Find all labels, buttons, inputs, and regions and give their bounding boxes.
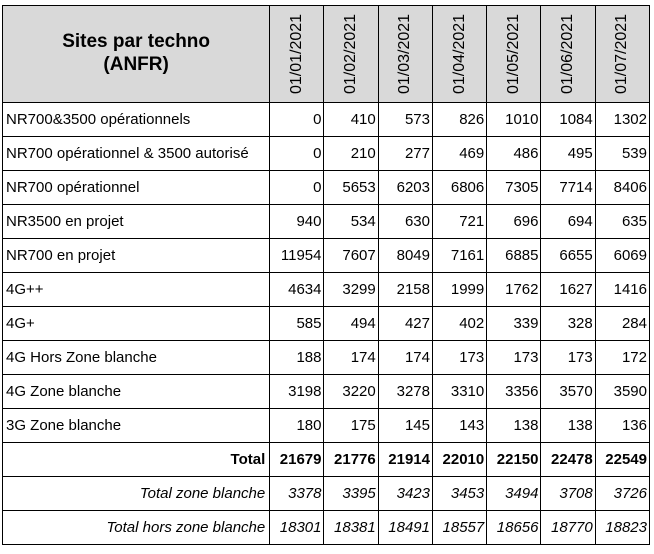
value-cell: 1627 xyxy=(541,273,595,307)
value-cell: 630 xyxy=(378,205,432,239)
value-cell: 21776 xyxy=(324,443,378,477)
row-label: 3G Zone blanche xyxy=(3,409,270,443)
value-cell: 277 xyxy=(378,137,432,171)
table-title-line1: Sites par techno xyxy=(62,31,211,53)
row-label: 4G++ xyxy=(3,273,270,307)
value-cell: 173 xyxy=(487,341,541,375)
value-cell: 6069 xyxy=(595,239,649,273)
date-header xyxy=(541,6,595,103)
value-cell: 3726 xyxy=(595,477,649,511)
table-row xyxy=(3,307,650,341)
value-cell: 136 xyxy=(595,409,649,443)
row-label: Total hors zone blanche xyxy=(3,511,270,545)
value-cell: 5653 xyxy=(324,171,378,205)
value-cell: 21679 xyxy=(270,443,324,477)
value-cell: 3570 xyxy=(541,375,595,409)
value-cell: 210 xyxy=(324,137,378,171)
value-cell: 3310 xyxy=(432,375,486,409)
date-label: 01/03/2021 xyxy=(396,13,414,95)
value-cell: 8406 xyxy=(595,171,649,205)
value-cell: 6655 xyxy=(541,239,595,273)
row-label: Total xyxy=(3,443,270,477)
value-cell: 3299 xyxy=(324,273,378,307)
value-cell: 3708 xyxy=(541,477,595,511)
value-cell: 696 xyxy=(487,205,541,239)
date-label: 01/05/2021 xyxy=(504,13,522,95)
value-cell: 0 xyxy=(270,171,324,205)
table-row xyxy=(3,171,650,205)
row-label: 4G+ xyxy=(3,307,270,341)
row-label: NR3500 en projet xyxy=(3,205,270,239)
value-cell: 145 xyxy=(378,409,432,443)
value-cell: 4634 xyxy=(270,273,324,307)
table-title-line2: (ANFR) xyxy=(103,54,169,75)
value-cell: 3453 xyxy=(432,477,486,511)
value-cell: 22150 xyxy=(487,443,541,477)
value-cell: 18491 xyxy=(378,511,432,545)
value-cell: 174 xyxy=(324,341,378,375)
table-body xyxy=(3,103,650,545)
row-label: NR700 opérationnel & 3500 autorisé xyxy=(3,137,270,171)
value-cell: 6203 xyxy=(378,171,432,205)
value-cell: 3356 xyxy=(487,375,541,409)
value-cell: 7714 xyxy=(541,171,595,205)
table-row xyxy=(3,239,650,273)
date-label: 01/06/2021 xyxy=(559,13,577,95)
value-cell: 3494 xyxy=(487,477,541,511)
value-cell: 18557 xyxy=(432,511,486,545)
value-cell: 0 xyxy=(270,103,324,137)
value-cell: 138 xyxy=(541,409,595,443)
date-header xyxy=(595,6,649,103)
sites-par-techno-table xyxy=(2,5,650,545)
value-cell: 175 xyxy=(324,409,378,443)
value-cell: 11954 xyxy=(270,239,324,273)
value-cell: 694 xyxy=(541,205,595,239)
date-header xyxy=(432,6,486,103)
value-cell: 3395 xyxy=(324,477,378,511)
value-cell: 1010 xyxy=(487,103,541,137)
value-cell: 22478 xyxy=(541,443,595,477)
date-label: 01/07/2021 xyxy=(613,13,631,95)
row-label: 4G Zone blanche xyxy=(3,375,270,409)
date-header xyxy=(487,6,541,103)
value-cell: 3378 xyxy=(270,477,324,511)
value-cell: 6885 xyxy=(487,239,541,273)
value-cell: 585 xyxy=(270,307,324,341)
value-cell: 3220 xyxy=(324,375,378,409)
table-row xyxy=(3,273,650,307)
table-row xyxy=(3,341,650,375)
value-cell: 3278 xyxy=(378,375,432,409)
date-header xyxy=(324,6,378,103)
row-label: NR700 opérationnel xyxy=(3,171,270,205)
value-cell: 188 xyxy=(270,341,324,375)
table-row xyxy=(3,409,650,443)
value-cell: 143 xyxy=(432,409,486,443)
value-cell: 410 xyxy=(324,103,378,137)
value-cell: 721 xyxy=(432,205,486,239)
value-cell: 18770 xyxy=(541,511,595,545)
value-cell: 1302 xyxy=(595,103,649,137)
table-title-cell xyxy=(3,6,270,103)
value-cell: 1762 xyxy=(487,273,541,307)
value-cell: 18381 xyxy=(324,511,378,545)
date-label: 01/02/2021 xyxy=(342,13,360,95)
value-cell: 339 xyxy=(487,307,541,341)
value-cell: 1416 xyxy=(595,273,649,307)
total-hors-zone-blanche-row xyxy=(3,511,650,545)
date-label: 01/04/2021 xyxy=(450,13,468,95)
value-cell: 172 xyxy=(595,341,649,375)
value-cell: 6806 xyxy=(432,171,486,205)
table-row xyxy=(3,205,650,239)
value-cell: 18823 xyxy=(595,511,649,545)
value-cell: 3423 xyxy=(378,477,432,511)
value-cell: 173 xyxy=(432,341,486,375)
row-label: Total zone blanche xyxy=(3,477,270,511)
value-cell: 180 xyxy=(270,409,324,443)
value-cell: 7607 xyxy=(324,239,378,273)
table-row xyxy=(3,137,650,171)
value-cell: 138 xyxy=(487,409,541,443)
value-cell: 173 xyxy=(541,341,595,375)
value-cell: 18656 xyxy=(487,511,541,545)
value-cell: 7305 xyxy=(487,171,541,205)
value-cell: 284 xyxy=(595,307,649,341)
value-cell: 3198 xyxy=(270,375,324,409)
value-cell: 22010 xyxy=(432,443,486,477)
value-cell: 2158 xyxy=(378,273,432,307)
value-cell: 1084 xyxy=(541,103,595,137)
date-header xyxy=(270,6,324,103)
value-cell: 486 xyxy=(487,137,541,171)
value-cell: 402 xyxy=(432,307,486,341)
value-cell: 539 xyxy=(595,137,649,171)
header-row xyxy=(3,6,650,103)
value-cell: 573 xyxy=(378,103,432,137)
value-cell: 940 xyxy=(270,205,324,239)
total-row xyxy=(3,443,650,477)
value-cell: 495 xyxy=(541,137,595,171)
date-header xyxy=(378,6,432,103)
value-cell: 494 xyxy=(324,307,378,341)
value-cell: 1999 xyxy=(432,273,486,307)
value-cell: 3590 xyxy=(595,375,649,409)
value-cell: 534 xyxy=(324,205,378,239)
value-cell: 18301 xyxy=(270,511,324,545)
total-zone-blanche-row xyxy=(3,477,650,511)
table-row xyxy=(3,103,650,137)
row-label: 4G Hors Zone blanche xyxy=(3,341,270,375)
value-cell: 8049 xyxy=(378,239,432,273)
value-cell: 469 xyxy=(432,137,486,171)
value-cell: 21914 xyxy=(378,443,432,477)
date-label: 01/01/2021 xyxy=(287,13,305,95)
value-cell: 635 xyxy=(595,205,649,239)
value-cell: 826 xyxy=(432,103,486,137)
row-label: NR700&3500 opérationnels xyxy=(3,103,270,137)
value-cell: 328 xyxy=(541,307,595,341)
value-cell: 22549 xyxy=(595,443,649,477)
value-cell: 174 xyxy=(378,341,432,375)
value-cell: 427 xyxy=(378,307,432,341)
row-label: NR700 en projet xyxy=(3,239,270,273)
value-cell: 0 xyxy=(270,137,324,171)
table-row xyxy=(3,375,650,409)
value-cell: 7161 xyxy=(432,239,486,273)
